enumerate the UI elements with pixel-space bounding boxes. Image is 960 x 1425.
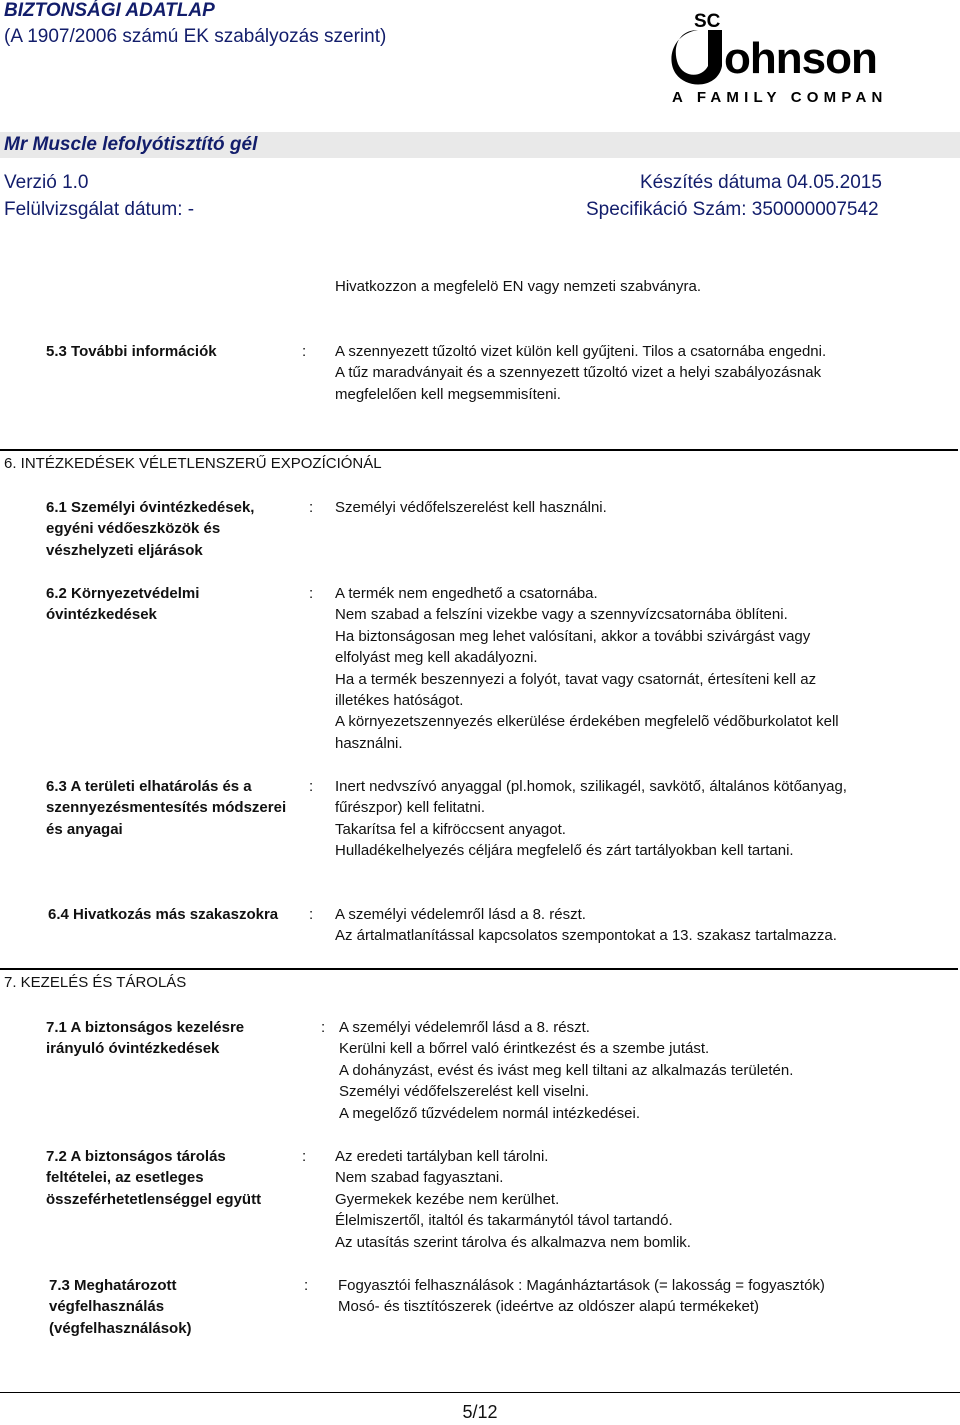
review-date: Felülvizsgálat dátum: -: [4, 199, 195, 220]
label-line: (végfelhasználások): [49, 1319, 192, 1337]
text-line: fűrészpor) kell felitatni.: [335, 799, 486, 817]
text-line: Ha biztonságosan meg lehet valósítani, akkor a további szivárgást vagy: [335, 627, 811, 645]
text-line: A dohányzást, evést és ivást meg kell tiltani az alkalmazás területén.: [339, 1061, 794, 1079]
label-line: végfelhasználás: [49, 1298, 165, 1316]
footer-divider: [0, 1392, 960, 1393]
text-line: Személyi védőfelszerelést kell viselni.: [339, 1083, 590, 1101]
label-line: összeférhetetlenséggel együtt: [46, 1190, 262, 1208]
text-line: A személyi védelemről lásd a 8. részt.: [339, 1019, 590, 1036]
text-line: A tűz maradványait és a szennyezett tűzoltó vizet a helyi szabályozásnak: [335, 364, 822, 382]
label-line: 6.2 Környezetvédelmi: [46, 585, 200, 602]
text-line: Az ártalmatlanítással kapcsolatos szempontokat a 13. szakasz tartalmazza.: [335, 927, 837, 945]
s5-3-colon: :: [302, 343, 307, 360]
text-line: Takarítsa fel a kifröccsent anyagot.: [335, 820, 566, 838]
s6-2-label: [46, 583, 199, 626]
s5-3-label: 5.3 További információk: [46, 343, 217, 360]
label-line: óvintézkedések: [46, 606, 157, 624]
version: Verzió 1.0: [4, 172, 89, 193]
doc-title: BIZTONSÁGI ADATLAP: [4, 0, 215, 21]
text-line: Kerülni kell a bőrrel való érintkezést és a szembe jutást.: [339, 1040, 710, 1058]
s6-2-text: [335, 583, 839, 754]
doc-subtitle: (A 1907/2006 számú EK szabályozás szerint): [4, 26, 387, 47]
text-line: használni.: [335, 734, 403, 752]
label-line: egyéni védőeszközök és: [46, 520, 221, 538]
sc-johnson-logo: [668, 8, 882, 104]
label-line: irányuló óvintézkedések: [46, 1040, 220, 1058]
label-line: 7.1 A biztonságos kezelésre: [46, 1019, 245, 1036]
text-line: Gyermekek kezébe nem kerülhet.: [335, 1190, 560, 1208]
creation-date: Készítés dátuma 04.05.2015: [640, 172, 882, 193]
s5-3-text: [335, 341, 826, 405]
s7-1-label: [46, 1017, 244, 1060]
text-line: illetékes hatóságot.: [335, 692, 464, 710]
svg-text:A FAMILY COMPANY: A FAMILY COMPANY: [672, 89, 882, 104]
s7-1-text: [339, 1017, 793, 1124]
s7-3-text: [338, 1275, 825, 1318]
s7-2-colon: :: [302, 1148, 307, 1165]
text-line: A termék nem engedhető a csatornába.: [335, 585, 598, 602]
label-line: feltételei, az esetleges: [46, 1169, 204, 1187]
s7-1-colon: :: [321, 1019, 326, 1036]
text-line: Hulladékelhelyezés céljára megfelelő és zárt tartályokban kell tartani.: [335, 842, 794, 860]
text-line: Inert nedvszívó anyaggal (pl.homok, szilikagél, savkötő, általános kötőanyag,: [335, 778, 847, 795]
text-line: A megelőző tűzvédelem normál intézkedései.: [339, 1104, 640, 1122]
label-line: 7.2 A biztonságos tárolás: [46, 1148, 226, 1165]
section-divider: [0, 449, 958, 451]
label-line: 6.1 Személyi óvintézkedések,: [46, 499, 255, 516]
s7-3-colon: :: [304, 1277, 309, 1294]
text-line: Személyi védőfelszerelést kell használni.: [335, 499, 607, 516]
spec-number: Specifikáció Szám: 350000007542: [586, 199, 879, 220]
s6-2-colon: :: [309, 585, 314, 602]
section-6-heading: 6. INTÉZKEDÉSEK VÉLETLENSZERŰ EXPOZÍCIÓNÁL: [4, 455, 382, 472]
s6-4-label: [48, 904, 278, 925]
page-number: 5/12: [462, 1402, 498, 1422]
label-line: 6.3 A területi elhatárolás és a: [46, 778, 252, 795]
text-line: Ha a termék beszennyezi a folyót, tavat vagy csatornát, értesíteni kell az: [335, 670, 817, 688]
text-line: Az eredeti tartályban kell tárolni.: [335, 1148, 549, 1165]
s6-1-colon: :: [309, 499, 314, 516]
svg-text:SC: SC: [694, 11, 721, 32]
text-line: Mosó- és tisztítószerek (ideértve az oldószer alapú termékeket): [338, 1298, 760, 1316]
intro-line: Hivatkozzon a megfelelö EN vagy nemzeti szabványra.: [335, 278, 702, 295]
text-line: Az utasítás szerint tárolva és alkalmazva nem bomlik.: [335, 1233, 691, 1251]
s6-1-label: [46, 497, 254, 561]
s7-3-label: [49, 1275, 192, 1339]
label-line: 6.4 Hivatkozás más szakaszokra: [48, 906, 279, 923]
s6-3-colon: :: [309, 778, 314, 795]
text-line: A személyi védelemről lásd a 8. részt.: [335, 906, 586, 923]
text-line: A szennyezett tűzoltó vizet külön kell gyűjteni. Tilos a csatornába engedni.: [335, 343, 827, 360]
text-line: Élelmiszertől, italtól és takarmánytól távol tartandó.: [335, 1212, 673, 1230]
text-line: Fogyasztói felhasználások : Magánháztartások (= lakosság = fogyasztók): [338, 1277, 825, 1294]
s7-2-label: [46, 1146, 261, 1210]
s7-2-text: [335, 1146, 691, 1253]
s6-4-text: [335, 904, 837, 947]
label-line: és anyagai: [46, 820, 123, 838]
text-line: A környezetszennyezés elkerülése érdekében megfelelõ védõburkolatot kell: [335, 713, 839, 731]
product-name: Mr Muscle lefolyótisztító gél: [4, 134, 258, 155]
label-line: szennyezésmentesítés módszerei: [46, 799, 287, 817]
label-line: 7.3 Meghatározott: [49, 1277, 177, 1294]
label-line: vészhelyzeti eljárások: [46, 541, 203, 559]
section-7-heading: 7. KEZELÉS ÉS TÁROLÁS: [4, 974, 187, 991]
text-line: megfelelően kell megsemmisíteni.: [335, 385, 561, 403]
svg-text:ohnson: ohnson: [724, 34, 877, 83]
s6-1-text: [335, 497, 607, 518]
text-line: elfolyást meg kell akadályozni.: [335, 649, 538, 667]
s6-4-colon: :: [309, 906, 314, 923]
text-line: Nem szabad a felszíni vizekbe vagy a szennyvízcsatornába öblíteni.: [335, 606, 788, 624]
section-divider: [0, 968, 958, 970]
s6-3-text: [335, 776, 847, 862]
s6-3-label: [46, 776, 286, 840]
text-line: Nem szabad fagyasztani.: [335, 1169, 504, 1187]
